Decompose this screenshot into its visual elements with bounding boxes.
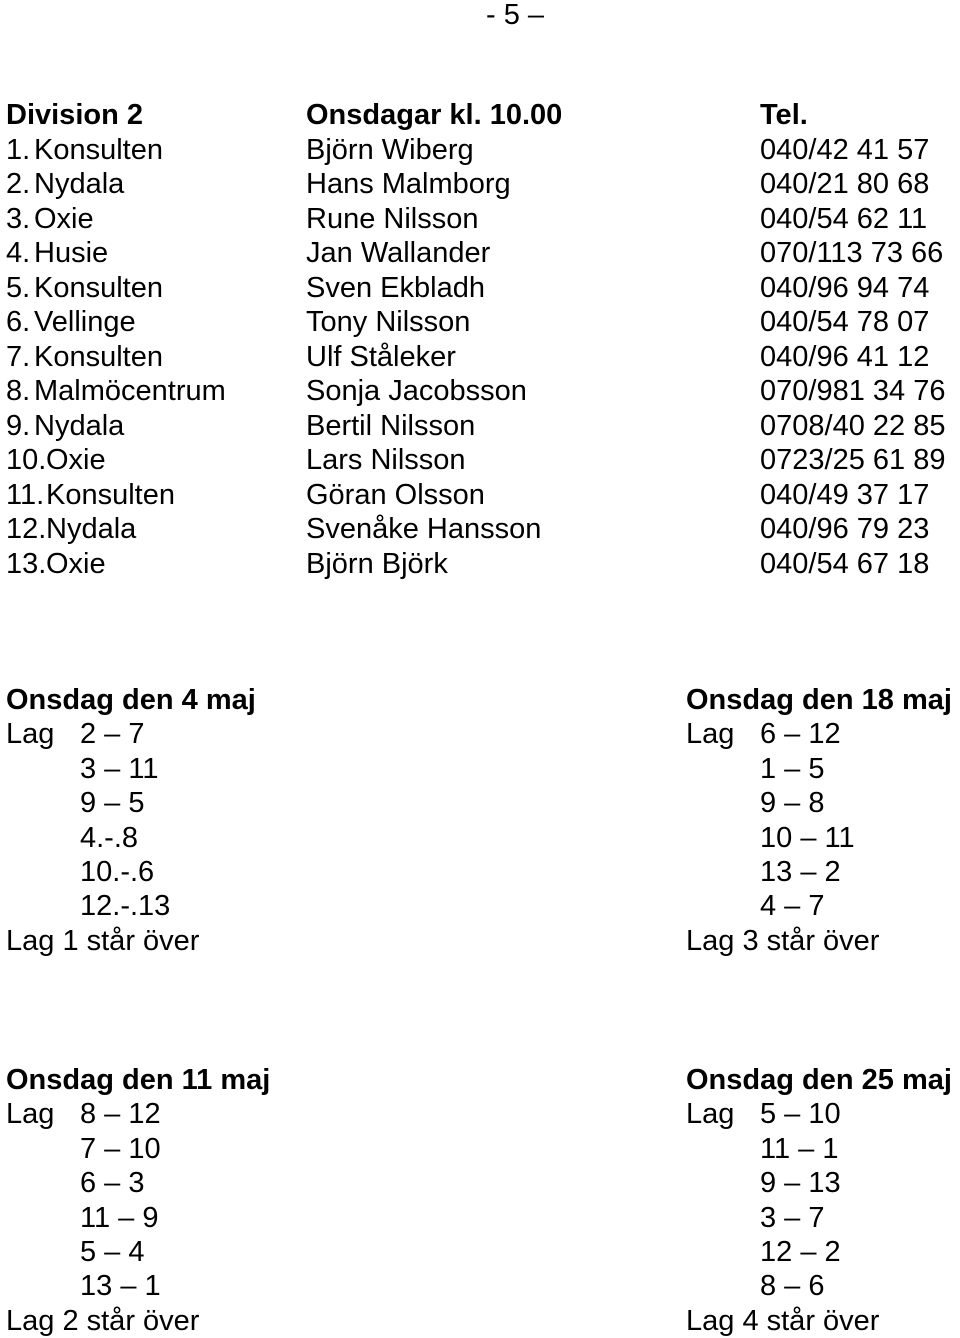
team-contact: Lars Nilsson [306,444,466,476]
lag-label: Lag [686,1098,735,1131]
match-pair: 10.-.6 [80,855,155,888]
team-row [6,512,956,547]
team-club: Oxie [46,547,106,580]
team-club: Oxie [46,444,106,476]
match-row [6,821,296,855]
team-number: 5. [6,271,31,304]
lag-label: Lag [686,718,735,751]
match-pair: 6 – 12 [760,718,841,751]
match-row [6,1166,296,1200]
team-phone: 040/96 79 23 [760,513,930,545]
match-pair: 8 – 12 [80,1098,161,1131]
bye-note: Lag 1 står över [6,924,200,957]
team-phone: 040/54 62 11 [760,202,928,235]
team-contact: Göran Olsson [306,478,485,511]
team-number: 1. [6,133,31,166]
match-row [686,1269,960,1303]
match-row [686,752,960,786]
match-row [6,1097,296,1131]
match-row [686,1201,960,1235]
match-pair: 4 – 7 [760,890,825,923]
match-pair: 1 – 5 [760,752,825,785]
team-row [6,409,956,444]
match-row [686,1132,960,1166]
round-heading: Onsdag den 18 maj [686,684,952,716]
round-heading: Onsdag den 25 maj [686,1064,952,1096]
match-pair: 9 – 13 [760,1167,841,1200]
team-contact: Sven Ekbladh [306,271,485,304]
division-title: Division 2 [6,99,143,131]
team-contact: Sonja Jacobsson [306,375,527,407]
team-number: 11. [6,478,45,511]
team-number: 9. [6,409,31,442]
team-club: Konsulten [34,340,163,373]
team-contact: Björn Björk [306,547,448,580]
team-club: Nydala [34,168,125,200]
team-number: 6. [6,306,31,338]
match-row [6,717,296,751]
match-pair: 8 – 6 [760,1270,825,1303]
match-pair: 5 – 4 [80,1235,145,1268]
team-club: Oxie [34,202,94,235]
team-contact: Ulf Ståleker [306,340,456,373]
match-row [6,889,296,923]
round-heading: Onsdag den 11 maj [6,1064,271,1096]
match-row [6,786,296,820]
match-row [686,1097,960,1131]
round-25-maj [686,1063,960,1338]
team-phone: 070/981 34 76 [760,375,946,407]
round-11-maj [6,1063,296,1338]
team-number: 13. [6,547,47,580]
match-pair: 3 – 7 [760,1201,825,1234]
bye-note: Lag 3 står över [686,924,880,957]
team-number: 2. [6,168,31,200]
team-contact: Jan Wallander [306,237,491,269]
match-pair: 6 – 3 [80,1167,145,1200]
team-contact: Björn Wiberg [306,133,474,166]
match-pair: 10 – 11 [760,821,855,854]
round-4-maj [6,683,296,958]
match-row [686,889,960,923]
team-contact: Bertil Nilsson [306,409,476,442]
team-phone: 040/21 80 68 [760,168,930,200]
match-pair: 11 – 1 [760,1132,839,1165]
team-phone: 040/54 78 07 [760,306,930,338]
team-row [6,340,956,375]
team-row [6,374,956,409]
match-row [686,1235,960,1269]
match-pair: 7 – 10 [80,1132,161,1165]
match-pair: 11 – 9 [80,1201,159,1234]
team-number: 10. [6,444,47,476]
team-row [6,478,956,513]
team-number: 3. [6,202,31,235]
team-club: Konsulten [34,271,163,304]
team-contact: Rune Nilsson [306,202,479,235]
match-row [6,1269,296,1303]
team-phone: 040/96 94 74 [760,271,930,304]
match-pair: 13 – 1 [80,1270,161,1303]
match-row [686,821,960,855]
team-phone: 040/42 41 57 [760,133,930,166]
tel-header: Tel. [760,99,808,131]
match-pair: 3 – 11 [80,752,159,785]
team-contact: Hans Malmborg [306,168,511,200]
match-pair: 2 – 7 [80,718,145,751]
team-row [6,167,956,202]
match-row [686,717,960,751]
team-row [6,443,956,478]
team-contact: Tony Nilsson [306,306,471,338]
team-row [6,271,956,306]
team-list [6,133,956,582]
team-row [6,547,956,582]
match-pair: 12 – 2 [760,1235,841,1268]
division-header-row [6,98,956,133]
round-heading: Onsdag den 4 maj [6,684,256,716]
team-number: 12. [6,513,47,545]
team-phone: 040/54 67 18 [760,547,930,580]
match-row [686,786,960,820]
division-table [6,98,956,581]
team-phone: 040/49 37 17 [760,478,930,511]
team-club: Konsulten [46,478,175,511]
team-club: Nydala [34,409,125,442]
team-club: Nydala [46,513,137,545]
match-row [686,855,960,889]
team-phone: 0723/25 61 89 [760,444,946,476]
team-number: 4. [6,237,31,269]
team-phone: 0708/40 22 85 [760,409,946,442]
team-club: Malmöcentrum [34,375,226,407]
match-row [686,1166,960,1200]
team-phone: 070/113 73 66 [760,237,944,269]
match-row [6,1201,296,1235]
team-number: 7. [6,340,31,373]
team-row [6,133,956,168]
schedule-time: Onsdagar kl. 10.00 [306,99,563,131]
match-row [6,1235,296,1269]
team-number: 8. [6,375,31,407]
match-row [6,1132,296,1166]
match-row [6,752,296,786]
team-club: Vellinge [34,306,136,338]
match-pair: 9 – 5 [80,787,145,820]
page-number: - 5 – [486,0,545,31]
match-pair: 9 – 8 [760,787,825,820]
match-pair: 5 – 10 [760,1098,841,1131]
team-row [6,236,956,271]
team-club: Konsulten [34,133,163,166]
match-pair: 12.-.13 [80,890,171,923]
team-contact: Svenåke Hansson [306,513,542,545]
team-row [6,305,956,340]
lag-label: Lag [6,718,55,751]
team-phone: 040/96 41 12 [760,340,930,373]
bye-note: Lag 2 står över [6,1304,200,1337]
match-row [6,855,296,889]
bye-note: Lag 4 står över [686,1304,880,1337]
lag-label: Lag [6,1098,55,1131]
team-row [6,202,956,237]
match-pair: 4.-.8 [80,821,139,854]
team-club: Husie [34,237,109,269]
round-18-maj [686,683,960,958]
match-pair: 13 – 2 [760,855,841,888]
